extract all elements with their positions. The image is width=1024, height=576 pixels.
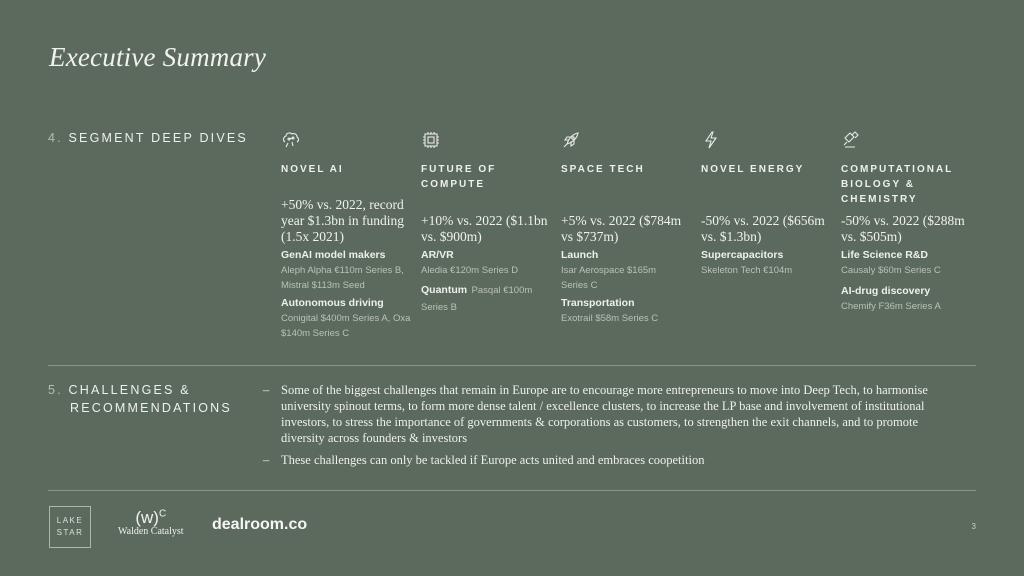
segment-stat-wrap (701, 211, 836, 245)
segment-stat: -50% vs. 2022 ($288m vs. $505m) (841, 213, 965, 244)
item-heading: Autonomous driving (281, 297, 384, 309)
lake-star-logo (49, 506, 91, 548)
segment-stat-wrap (841, 211, 976, 245)
walden-name: Walden Catalyst (118, 526, 184, 537)
walden-mark (118, 508, 184, 528)
section-5-label (48, 381, 232, 417)
section-5-title-line1: CHALLENGES & (68, 383, 191, 397)
page-number: 3 (971, 522, 976, 531)
page-title: Executive Summary (49, 42, 267, 72)
microscope-icon (841, 130, 861, 150)
segment-name: FUTURE OF COMPUTE (421, 164, 497, 190)
segment-item (701, 248, 831, 278)
lake-star-line1: LAKE (56, 516, 84, 525)
item-detail: Chemify F36m Series A (841, 301, 941, 312)
item-heading: Transportation (561, 297, 635, 309)
lightning-icon (701, 130, 721, 150)
item-heading: Launch (561, 249, 599, 261)
dealroom-logo: dealroom.co (212, 516, 308, 533)
item-heading: AR/VR (421, 249, 454, 261)
segment-item (561, 248, 671, 293)
chip-icon (421, 130, 441, 150)
segment-item (841, 248, 971, 278)
segment-item (281, 248, 416, 293)
segment-name: COMPUTATIONAL BIOLOGY & CHEMISTRY (841, 164, 954, 205)
walden-catalyst-logo (118, 508, 184, 537)
brain-icon (281, 130, 301, 150)
segment-stat: +50% vs. 2022, record year $1.3bn in funding (1.5x 2021) (281, 197, 404, 244)
segment-stat: +5% vs. 2022 ($784m vs $737m) (561, 213, 682, 244)
section-4-title: SEGMENT DEEP DIVES (68, 131, 248, 145)
item-detail: Exotrail $58m Series C (561, 313, 659, 324)
item-heading: AI-drug discovery (841, 285, 931, 297)
section-4-number: 4. (48, 131, 63, 145)
segment-stat: +10% vs. 2022 ($1.1bn vs. $900m) (421, 213, 548, 244)
segment-item (841, 284, 971, 314)
list-item (263, 452, 963, 468)
segment-future-of-compute (421, 130, 561, 192)
segment-novel-ai (281, 130, 421, 192)
item-detail: Aleph Alpha €110m Series B, Mistral $113m Seed (281, 265, 404, 291)
list-item (263, 382, 963, 446)
segment-stat-wrap (421, 211, 556, 245)
section-divider (48, 365, 976, 366)
walden-mark-text: (w) (135, 508, 159, 527)
segment-item (421, 248, 546, 278)
item-detail: Conigital $400m Series A, Oxa $140m Series C (281, 313, 411, 339)
rocket-icon (561, 130, 581, 150)
item-heading: Supercapacitors (701, 249, 784, 261)
section-5-title-line2: RECOMMENDATIONS (70, 401, 232, 415)
segment-novel-energy (701, 130, 841, 192)
section-4-label (48, 129, 248, 147)
item-heading: Quantum (421, 284, 468, 296)
segment-name: NOVEL AI (281, 164, 344, 175)
segment-item (421, 281, 546, 315)
item-detail: Causaly $60m Series C (841, 265, 941, 276)
item-detail: Skeleton Tech €104m (701, 265, 793, 276)
bullet-marker: – (263, 453, 270, 467)
bullet-marker: – (263, 383, 270, 397)
section-5-number: 5. (48, 383, 63, 397)
segment-name: SPACE TECH (561, 164, 645, 175)
segment-name: NOVEL ENERGY (701, 164, 805, 175)
item-detail: Isar Aerospace $165m Series C (561, 265, 657, 291)
segment-space-tech (561, 130, 701, 192)
segment-item (281, 296, 416, 341)
segment-computational-biology (841, 130, 991, 207)
segment-stat-wrap (561, 211, 696, 245)
walden-mark-sup: C (158, 508, 167, 520)
challenges-list (263, 382, 963, 474)
segment-stat-wrap (281, 195, 416, 245)
item-heading: Life Science R&D (841, 249, 928, 261)
segment-stat: -50% vs. 2022 ($656m vs. $1.3bn) (701, 213, 825, 244)
item-detail: Aledia €120m Series D (421, 265, 519, 276)
item-detail: Pasqal €100m Series B (421, 285, 533, 313)
footer-divider (48, 490, 976, 491)
lake-star-line2: STAR (56, 528, 84, 537)
item-heading: GenAI model makers (281, 249, 386, 261)
bullet-text: These challenges can only be tackled if Europe acts united and embraces coopetition (281, 453, 705, 467)
bullet-text: Some of the biggest challenges that remain in Europe are to encourage more entrepreneurs to move into Deep Tech, to harmonise university spinout terms, to form more dense talent / excellence clusters, to increase the LP base and involvement of institutional investors, to stress the importance of governments & corporations as customers, to strengthen the exit channels, and to promote diversity across founders & investors (281, 383, 928, 445)
segment-item (561, 296, 691, 326)
